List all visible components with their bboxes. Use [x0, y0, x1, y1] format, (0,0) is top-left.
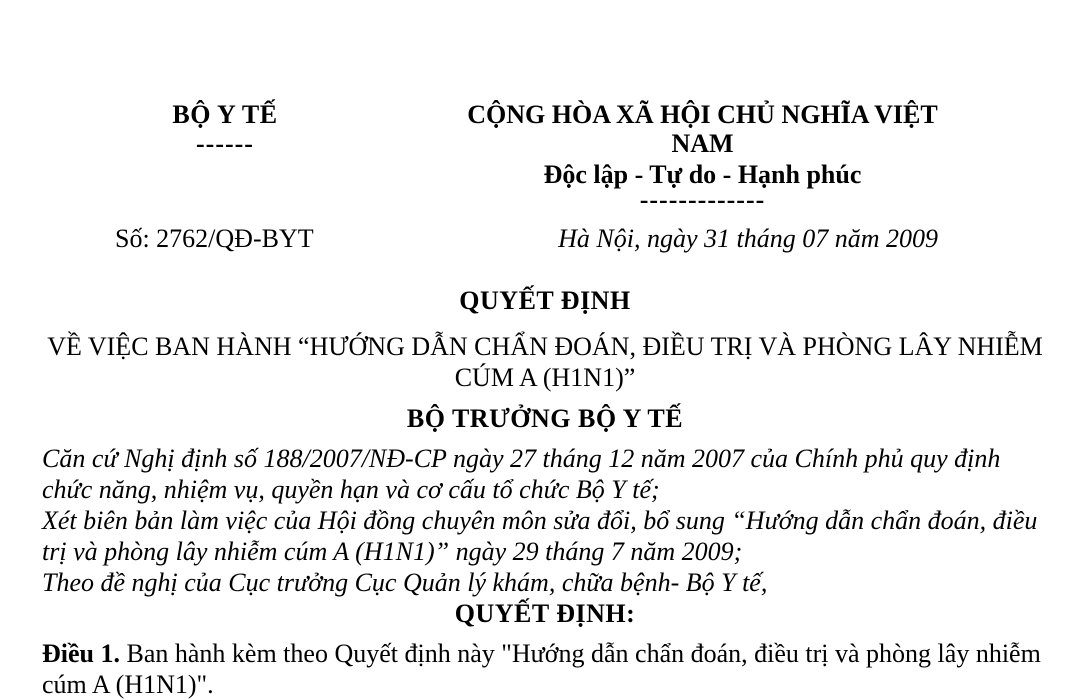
issuing-agency-name: BỘ Y TẾ [172, 100, 278, 129]
article-1-label: Điều 1. [42, 639, 120, 668]
agency-divider-dashes: ------ [196, 129, 254, 158]
decision-subject: VỀ VIỆC BAN HÀNH “HƯỚNG DẪN CHẨN ĐOÁN, ĐIỀU TRỊ VÀ PHÒNG LÂY NHIỄM CÚM A (H1N1)” [47, 332, 1043, 392]
issuing-agency-block [0, 100, 450, 158]
document-number: Số: 2762/QĐ-BYT [115, 224, 314, 253]
decides-heading: QUYẾT ĐỊNH: [454, 599, 636, 628]
number-and-date-row [0, 223, 1090, 255]
preamble-clause-1: Căn cứ Nghị định số 188/2007/NĐ-CP ngày 27 tháng 12 năm 2007 của Chính phủ quy định chức năng, nhiệm vụ, quyền hạn và cơ cấu tổ chức Bộ Y tế; [42, 444, 1001, 504]
preamble-section [0, 443, 1090, 598]
national-motto: Độc lập - Tự do - Hạnh phúc [543, 160, 862, 189]
preamble-clause-3: Theo đề nghị của Cục trưởng Cục Quản lý khám, chữa bệnh- Bộ Y tế, [42, 568, 768, 597]
place-and-date: Hà Nội, ngày 31 tháng 07 năm 2009 [558, 224, 938, 253]
national-motto-block [450, 100, 955, 214]
document-header [0, 100, 1090, 214]
preamble-clause-2: Xét biên bản làm việc của Hội đồng chuyên môn sửa đổi, bổ sung “Hướng dẫn chẩn đoán, điều trị và phòng lây nhiễm cúm A (H1N1)” ngày 29 tháng 7 năm 2009; [42, 506, 1038, 566]
issuer-heading: BỘ TRƯỞNG BỘ Y TẾ [406, 404, 684, 433]
article-1 [0, 638, 1090, 700]
decision-heading: QUYẾT ĐỊNH [459, 286, 631, 315]
country-name: CỘNG HÒA XÃ HỘI CHỦ NGHĨA VIỆT NAM [467, 100, 938, 158]
article-1-text: Ban hành kèm theo Quyết định này "Hướng dẫn chẩn đoán, điều trị và phòng lây nhiễm cúm A (H1N1)". [42, 639, 1041, 699]
motto-divider-dashes: ------------- [639, 185, 766, 214]
